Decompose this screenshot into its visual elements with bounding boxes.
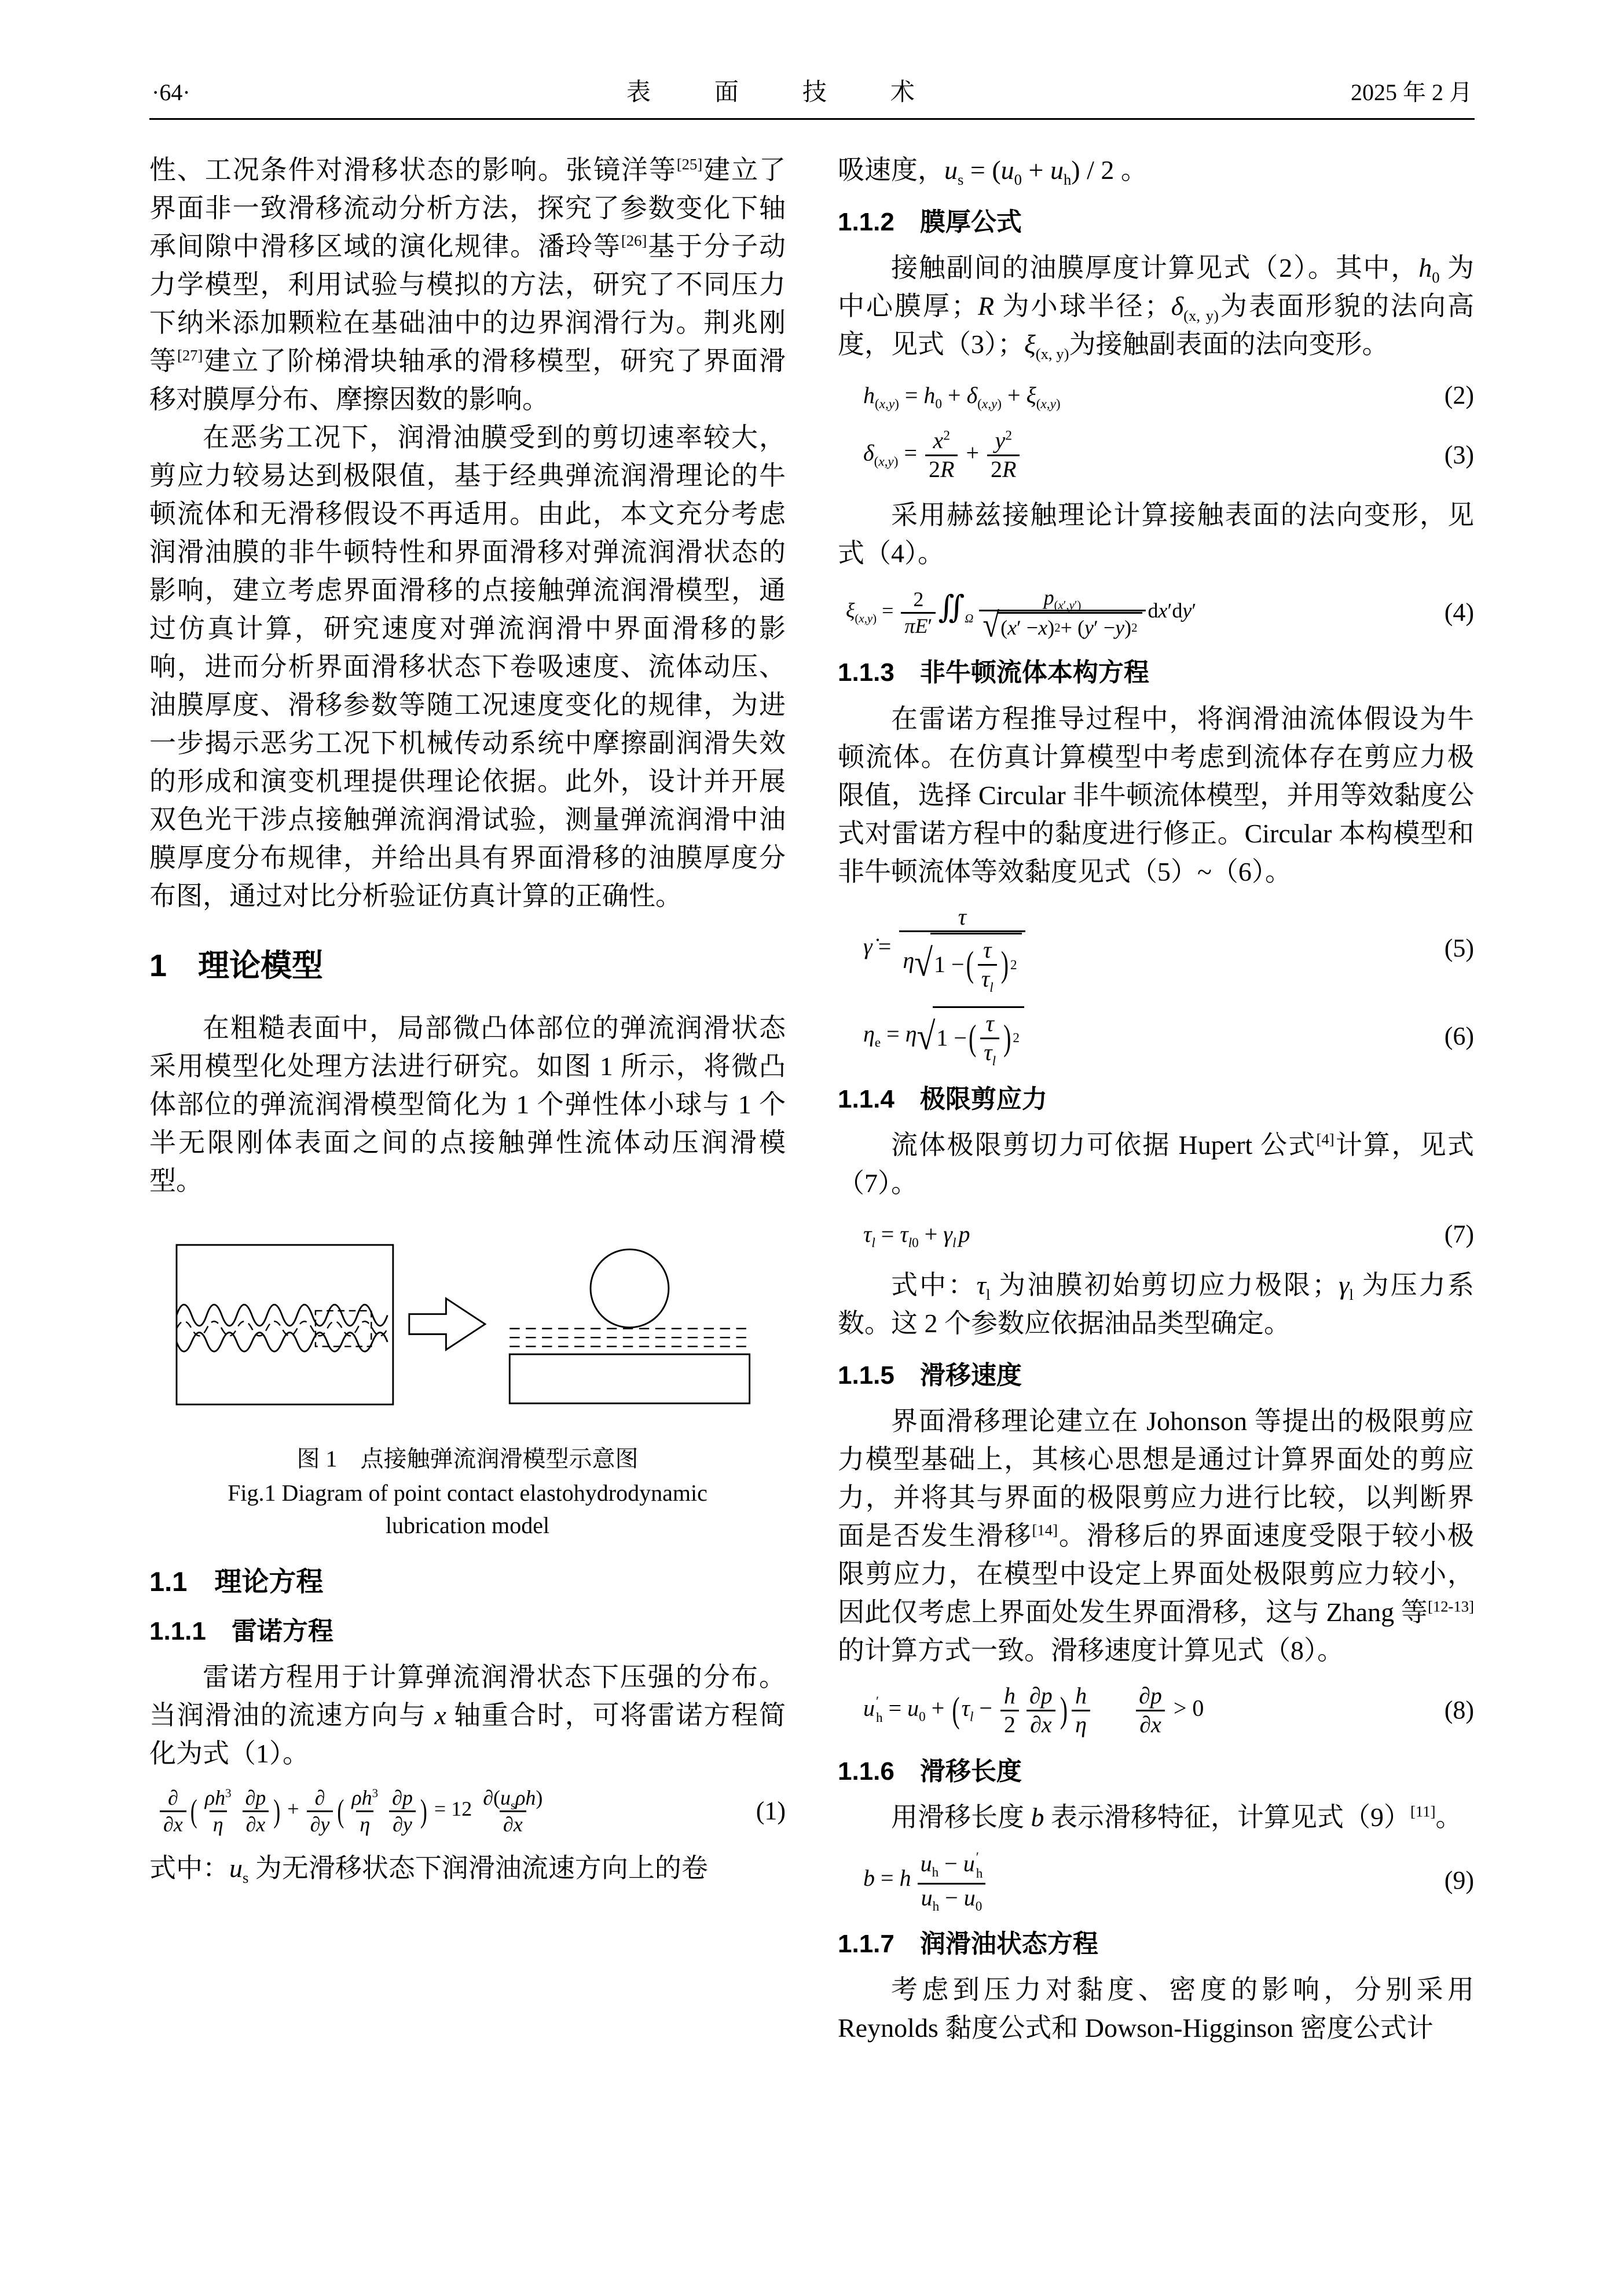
equation-3-body: $\delta_{(x,y)}$ = $\frac{x^2}{2R}$ + $\frac{y^2}{2R}$ [838, 427, 1438, 483]
section-1-1-3-heading: 1.1.3 非牛顿流体本构方程 [838, 658, 1149, 687]
paragraph: 流体极限剪切力可依据 Hupert 公式[4]计算，见式（7）。 [838, 1130, 1474, 1198]
two-column-body [149, 151, 1475, 2047]
right-column [838, 151, 1474, 2047]
equation-2-number: (2) [1444, 381, 1474, 410]
equation-9-number: (9) [1444, 1865, 1474, 1894]
equation-3 [838, 427, 1474, 483]
equation-5 [838, 904, 1474, 994]
left-column [149, 151, 786, 1887]
paragraph: 采用赫兹接触理论计算接触表面的法向变形，见式（4）。 [838, 500, 1474, 568]
section-1-1-heading: 1.1 理论方程 [149, 1566, 324, 1597]
ball-on-plane-sketch [509, 1249, 749, 1403]
figure-1-caption-zh: 图 1 点接触弹流润滑模型示意图 [296, 1445, 639, 1472]
page-header [149, 73, 1475, 116]
section-1-1-4-heading: 1.1.4 极限剪应力 [838, 1084, 1047, 1113]
paragraph: 在恶劣工况下，润滑油膜受到的剪切速率较大，剪应力较易达到极限值，基于经典弹流润滑理论的牛顿流体和无滑移假设不再适用。由此，本文充分考虑润滑油膜的非牛顿特性和界面滑移对弹流润滑状态的影响，建立考虑界面滑移的点接触弹流润滑模型，通过仿真计算，研究速度对弹流润滑中界面滑移的影响，进而分析界面滑移状态下卷吸速度、流体动压、油膜厚度、滑移参数等随工况速度变化的规律，为进一步揭示恶劣工况下机械传动系统中摩擦副润滑失效的形成和演变机理提供理论依据。此外，设计并开展双色光干涉点接触弹流润滑试验，测量弹流润滑中油膜厚度分布规律，并给出具有界面滑移的油膜厚度分布图，通过对比分析验证仿真计算的正确性。 [149, 423, 786, 911]
paragraph: 式中：$u_s$ 为无滑移状态下润滑油流速方向上的卷 [149, 1853, 708, 1887]
section-1-heading: 1 理论模型 [149, 948, 324, 983]
equation-7-number: (7) [1444, 1219, 1474, 1248]
equation-9-body: b = h $u_h - u$ ′ h $u_h - u_0$ [838, 1849, 1438, 1911]
paragraph: 在粗糙表面中，局部微凸体部位的弹流润滑状态采用模型化处理方法进行研究。如图 1 所示，将微凸体部位的弹流润滑模型简化为 1 个弹性体小球与 1 个半无限刚体表面之间的点接触弹性流体动压润滑模型。 [149, 1013, 786, 1196]
equation-6-body: $\eta_e = \eta$ √ 1 − ( τ $\tau_l$ ) 2 [838, 1006, 1438, 1066]
figure-1 [149, 1233, 786, 1542]
rough-contact-sketch [176, 1245, 393, 1405]
arrow-icon [409, 1298, 485, 1350]
paragraph: 在雷诺方程推导过程中，将润滑油流体假设为牛顿流体。在仿真计算模型中考虑到流体存在剪应力极限值，选择 Circular 非牛顿流体模型，并用等效黏度公式对雷诺方程中的黏度进行修正。Circular 本构模型和非牛顿流体等效黏度见式（5）~（6）。 [838, 703, 1474, 886]
section-1-1-2-heading: 1.1.2 膜厚公式 [838, 208, 1022, 236]
equation-4-body: $\xi_{(x,y)}$ = $\frac{2}{\pi E'}$ $∬_\Omega$ $p_{(x',y')}$ √ ( x ′ − x ) 2 + ( y ′ − y ) 2 dx′dy′ [846, 585, 1197, 645]
equation-6-number: (6) [1444, 1021, 1474, 1050]
equation-8-body: u ′ h = $u_0 + (\tau_l$ − $\frac{h}{2}$ $\frac{\partial p}{\partial x}$ ) $\frac{h}{\eta}$ $\frac{\partial p}{\partial x}$ > 0 [863, 1682, 1204, 1738]
figure-1-caption-en: Fig.1 Diagram of point contact elastohydrodynamic lubrication model [228, 1479, 707, 1538]
equation-5-number: (5) [1444, 934, 1474, 963]
paragraph: 性、工况条件对滑移状态的影响。张镜洋等[25]建立了界面非一致滑移流动分析方法，探究了参数变化下轴承间隙中滑移区域的演化规律。潘玲等[26]基于分子动力学模型，利用试验与模拟的方法，研究了不同压力下纳米添加颗粒在基础油中的边界润滑行为。荆兆刚等[27]建立了阶梯滑块轴承的滑移模型，研究了界面滑移对膜厚分布、摩擦因数的影响。 [149, 155, 786, 414]
paragraph: 用滑移长度 b 表示滑移特征，计算见式（9）[11]。 [891, 1802, 1462, 1832]
paragraph: 接触副间的油膜厚度计算见式（2）。其中，$h_0$ 为中心膜厚；R 为小球半径；$\delta_{(x, y)}$为表面形貌的法向高度，见式（3）；$\xi_{(x, y)}$为接触副表面的法向变形。 [838, 253, 1475, 363]
equation-9 [838, 1849, 1474, 1914]
equation-5-body: γ̇ = τ η √ 1 − ( τ $\tau_l$ ) 2 [838, 904, 1438, 994]
equation-2 [838, 376, 1474, 415]
equation-4 [838, 585, 1474, 645]
equation-1-number: (1) [756, 1797, 786, 1826]
paragraph: 考虑到压力对黏度、密度的影响，分别采用 Reynolds 黏度公式和 Dowson-Higginson 密度公式计 [838, 1975, 1474, 2043]
figure-1-caption [149, 1441, 786, 1542]
paragraph: 吸速度，$u_s = (u_0 + u_h) / 2$ 。 [838, 155, 1148, 189]
equation-3-number: (3) [1444, 441, 1474, 470]
paragraph: 式中：$\tau_l$ 为油膜初始剪切应力极限；$\gamma_l$ 为压力系数。这 2 个参数应依据油品类型确定。 [838, 1270, 1475, 1338]
equation-7 [838, 1215, 1474, 1253]
equation-2-body: $h_{(x,y)} = h_0 + \delta_{(x,y)} + \xi_{(x,y)}$ [863, 382, 1061, 412]
section-1-1-5-heading: 1.1.5 滑移速度 [838, 1361, 1022, 1390]
paragraph: 雷诺方程用于计算弹流润滑状态下压强的分布。当润滑油的流速方向与 x 轴重合时，可将雷诺方程简化为式（1）。 [149, 1662, 786, 1769]
journal-title: 表 面 技 术 [626, 79, 934, 106]
page-number: ·64· [152, 79, 190, 105]
issue-date: 2025 年 2 月 [1351, 79, 1472, 105]
section-1-1-7-heading: 1.1.7 润滑油状态方程 [838, 1930, 1098, 1959]
section-1-1-6-heading: 1.1.6 滑移长度 [838, 1757, 1022, 1786]
equation-8 [838, 1682, 1474, 1739]
equation-8-number: (8) [1444, 1696, 1474, 1725]
equation-1-body: ∂ ∂x ( $\frac{\rho h^3}{\eta}$ $\frac{\partial p}{\partial x}$ ) + ∂ ∂y ( $\frac{\rho h^3}{\eta}$ $\frac{\partial p}{\partial y}$ ) = 12 $\partial(u_s\rho h)$ ∂x [149, 1786, 749, 1837]
paragraph: 界面滑移理论建立在 Johonson 等提出的极限剪应力模型基础上，其核心思想是通过计算界面处的剪应力，并将其与界面的极限剪应力进行比较，以判断界面是否发生滑移[14]。滑移后的界面速度受限于较小极限剪应力，在模型中设定上界面处极限剪应力较小，因此仅考虑上界面处发生界面滑移，这与 Zhang 等[12-13]的计算方式一致。滑移速度计算见式（8）。 [838, 1406, 1475, 1666]
section-1-1-1-heading: 1.1.1 雷诺方程 [149, 1617, 333, 1646]
equation-1 [149, 1786, 786, 1837]
equation-7-body: $\tau_l = \tau_{l0} + \gamma_l$ p [863, 1220, 970, 1251]
header-rule [149, 118, 1475, 120]
figure-1-diagram [173, 1233, 763, 1417]
equation-6 [838, 1006, 1474, 1069]
equation-4-number: (4) [1444, 598, 1474, 627]
